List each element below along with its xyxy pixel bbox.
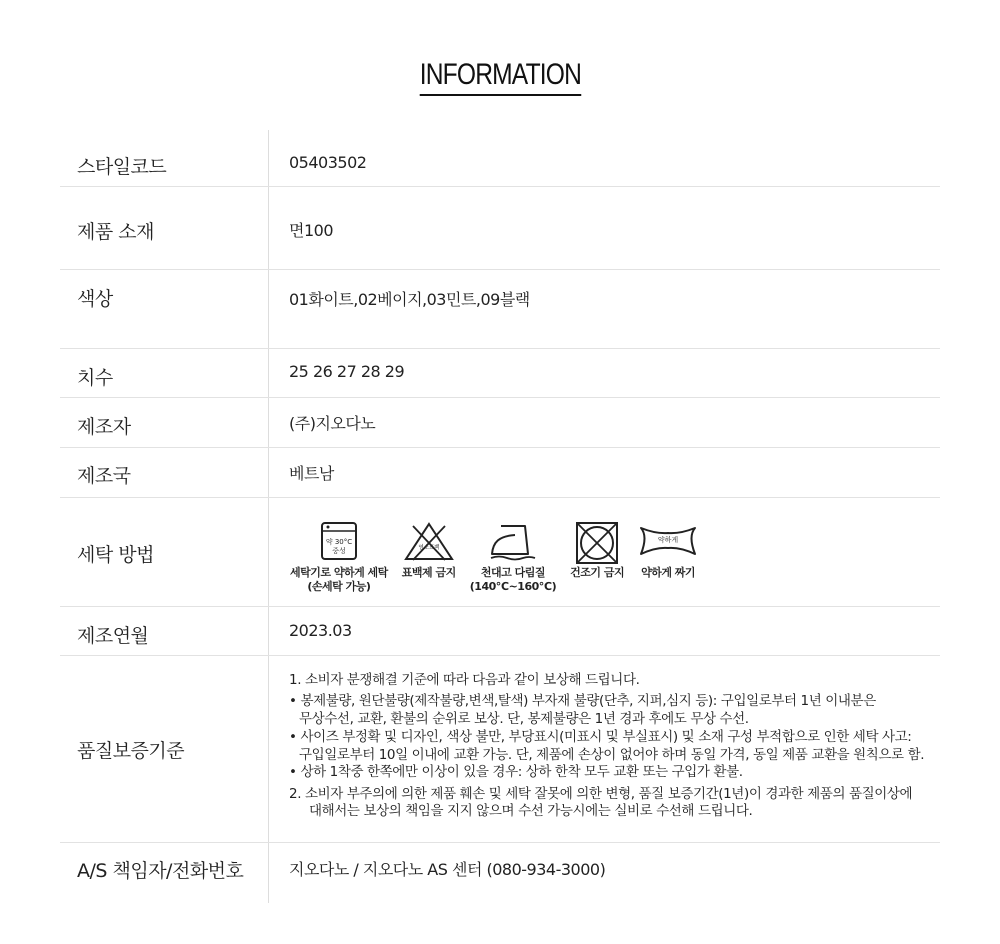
wring-caption — [641, 566, 695, 580]
maker-value: (주)지오다노 — [289, 414, 376, 433]
wring-icon-text: 약하게 — [657, 536, 679, 544]
care-dryer — [570, 520, 624, 580]
care-bleach — [402, 520, 456, 580]
row-country — [60, 448, 940, 498]
date-value: 2023.03 — [289, 621, 352, 640]
row-style-code — [60, 130, 940, 187]
row-color — [60, 270, 940, 349]
wash-caption-line2: (손세탁 가능) — [307, 580, 371, 593]
as-label: A/S 책임자/전화번호 — [77, 860, 244, 882]
no-bleach-icon — [403, 520, 455, 562]
machine-wash-icon — [319, 520, 359, 562]
quality-bullet-2a: • 사이즈 부정확 및 디자인, 색상 불만, 부당표시(미표시 및 부실표시) 및 소재 구성 부적합으로 인한 세탁 사고: — [289, 729, 912, 745]
country-label: 제조국 — [77, 465, 131, 487]
quality-bullet-2b: 구입일로부터 10일 이내에 교환 가능. 단, 제품에 손상이 없어야 하며 동일 가격, 동일 제품 교환을 원칙으로 함. — [299, 747, 925, 763]
care-wash — [290, 520, 388, 594]
care-iron — [470, 520, 556, 594]
size-label: 치수 — [77, 367, 113, 389]
maker-label: 제조자 — [77, 416, 131, 438]
row-maker — [60, 398, 940, 448]
washing-label: 세탁 방법 — [77, 544, 154, 566]
wash-icon-temp: 약 30°C — [325, 538, 353, 546]
iron-with-cloth-icon — [487, 520, 539, 562]
style-code-value: 05403502 — [289, 153, 367, 172]
bleach-icon-text: 염소표백 — [418, 545, 440, 551]
quality-bullet-1b: 무상수선, 교환, 환불의 순위로 보상. 단, 봉제불량은 1년 경과 후에도 무상 수선. — [299, 711, 749, 727]
quality-item-1: 1. 소비자 분쟁해결 기준에 따라 다음과 같이 보상해 드립니다. — [289, 672, 640, 688]
quality-label: 품질보증기준 — [77, 740, 185, 762]
page-title-wrap — [0, 58, 1000, 96]
as-value: 지오다노 / 지오다노 AS 센터 (080-934-3000) — [289, 860, 606, 879]
row-washing — [60, 498, 940, 607]
date-label: 제조연월 — [77, 625, 149, 647]
row-date — [60, 607, 940, 656]
gentle-wring-icon — [638, 520, 698, 562]
care-wring — [638, 520, 698, 580]
wash-caption-line1: 세탁기로 약하게 세탁 — [290, 566, 388, 579]
no-tumble-dry-icon — [574, 520, 620, 566]
row-size — [60, 349, 940, 398]
info-table — [60, 130, 940, 907]
care-icons — [288, 520, 712, 594]
iron-caption — [470, 566, 556, 594]
row-material — [60, 187, 940, 270]
bleach-caption-line1: 표백제 금지 — [401, 566, 456, 579]
quality-item-2b: 대해서는 보상의 책임을 지지 않으며 수선 가능시에는 실비로 수선해 드립니다. — [309, 803, 753, 819]
material-label: 제품 소재 — [77, 221, 154, 243]
quality-bullet-3: • 상하 1착중 한쪽에만 이상이 있을 경우: 상하 한착 모두 교환 또는 구입가 환불. — [289, 764, 743, 780]
iron-caption-line2: (140℃~160℃) — [469, 580, 557, 593]
color-value: 01화이트,02베이지,03민트,09블랙 — [289, 290, 530, 309]
material-value: 면100 — [289, 221, 333, 240]
wring-caption-line1: 약하게 짜기 — [641, 566, 696, 579]
size-value: 25 26 27 28 29 — [289, 362, 405, 381]
quality-text — [289, 672, 939, 820]
dryer-caption-line1: 건조기 금지 — [570, 566, 625, 579]
wash-caption — [290, 566, 388, 594]
color-label: 색상 — [77, 288, 113, 310]
quality-bullet-1a: • 봉제불량, 원단불량(제작불량,변색,탈색) 부자재 불량(단추, 지퍼,심지 등): 구입일로부터 1년 이내분은 — [289, 693, 876, 709]
wash-icon-neutral: 중성 — [332, 547, 346, 555]
row-as — [60, 843, 940, 907]
style-code-label: 스타일코드 — [77, 156, 167, 178]
dryer-caption — [570, 566, 624, 580]
page-title: INFORMATION — [419, 58, 580, 96]
bleach-caption — [402, 566, 456, 580]
quality-item-2a: 2. 소비자 부주의에 의한 제품 훼손 및 세탁 잘못에 의한 변형, 품질 보증기간(1년)이 경과한 제품의 품질이상에 — [289, 786, 913, 802]
row-quality — [60, 656, 940, 843]
country-value: 베트남 — [289, 464, 334, 483]
iron-caption-line1: 천대고 다림질 — [480, 566, 545, 579]
